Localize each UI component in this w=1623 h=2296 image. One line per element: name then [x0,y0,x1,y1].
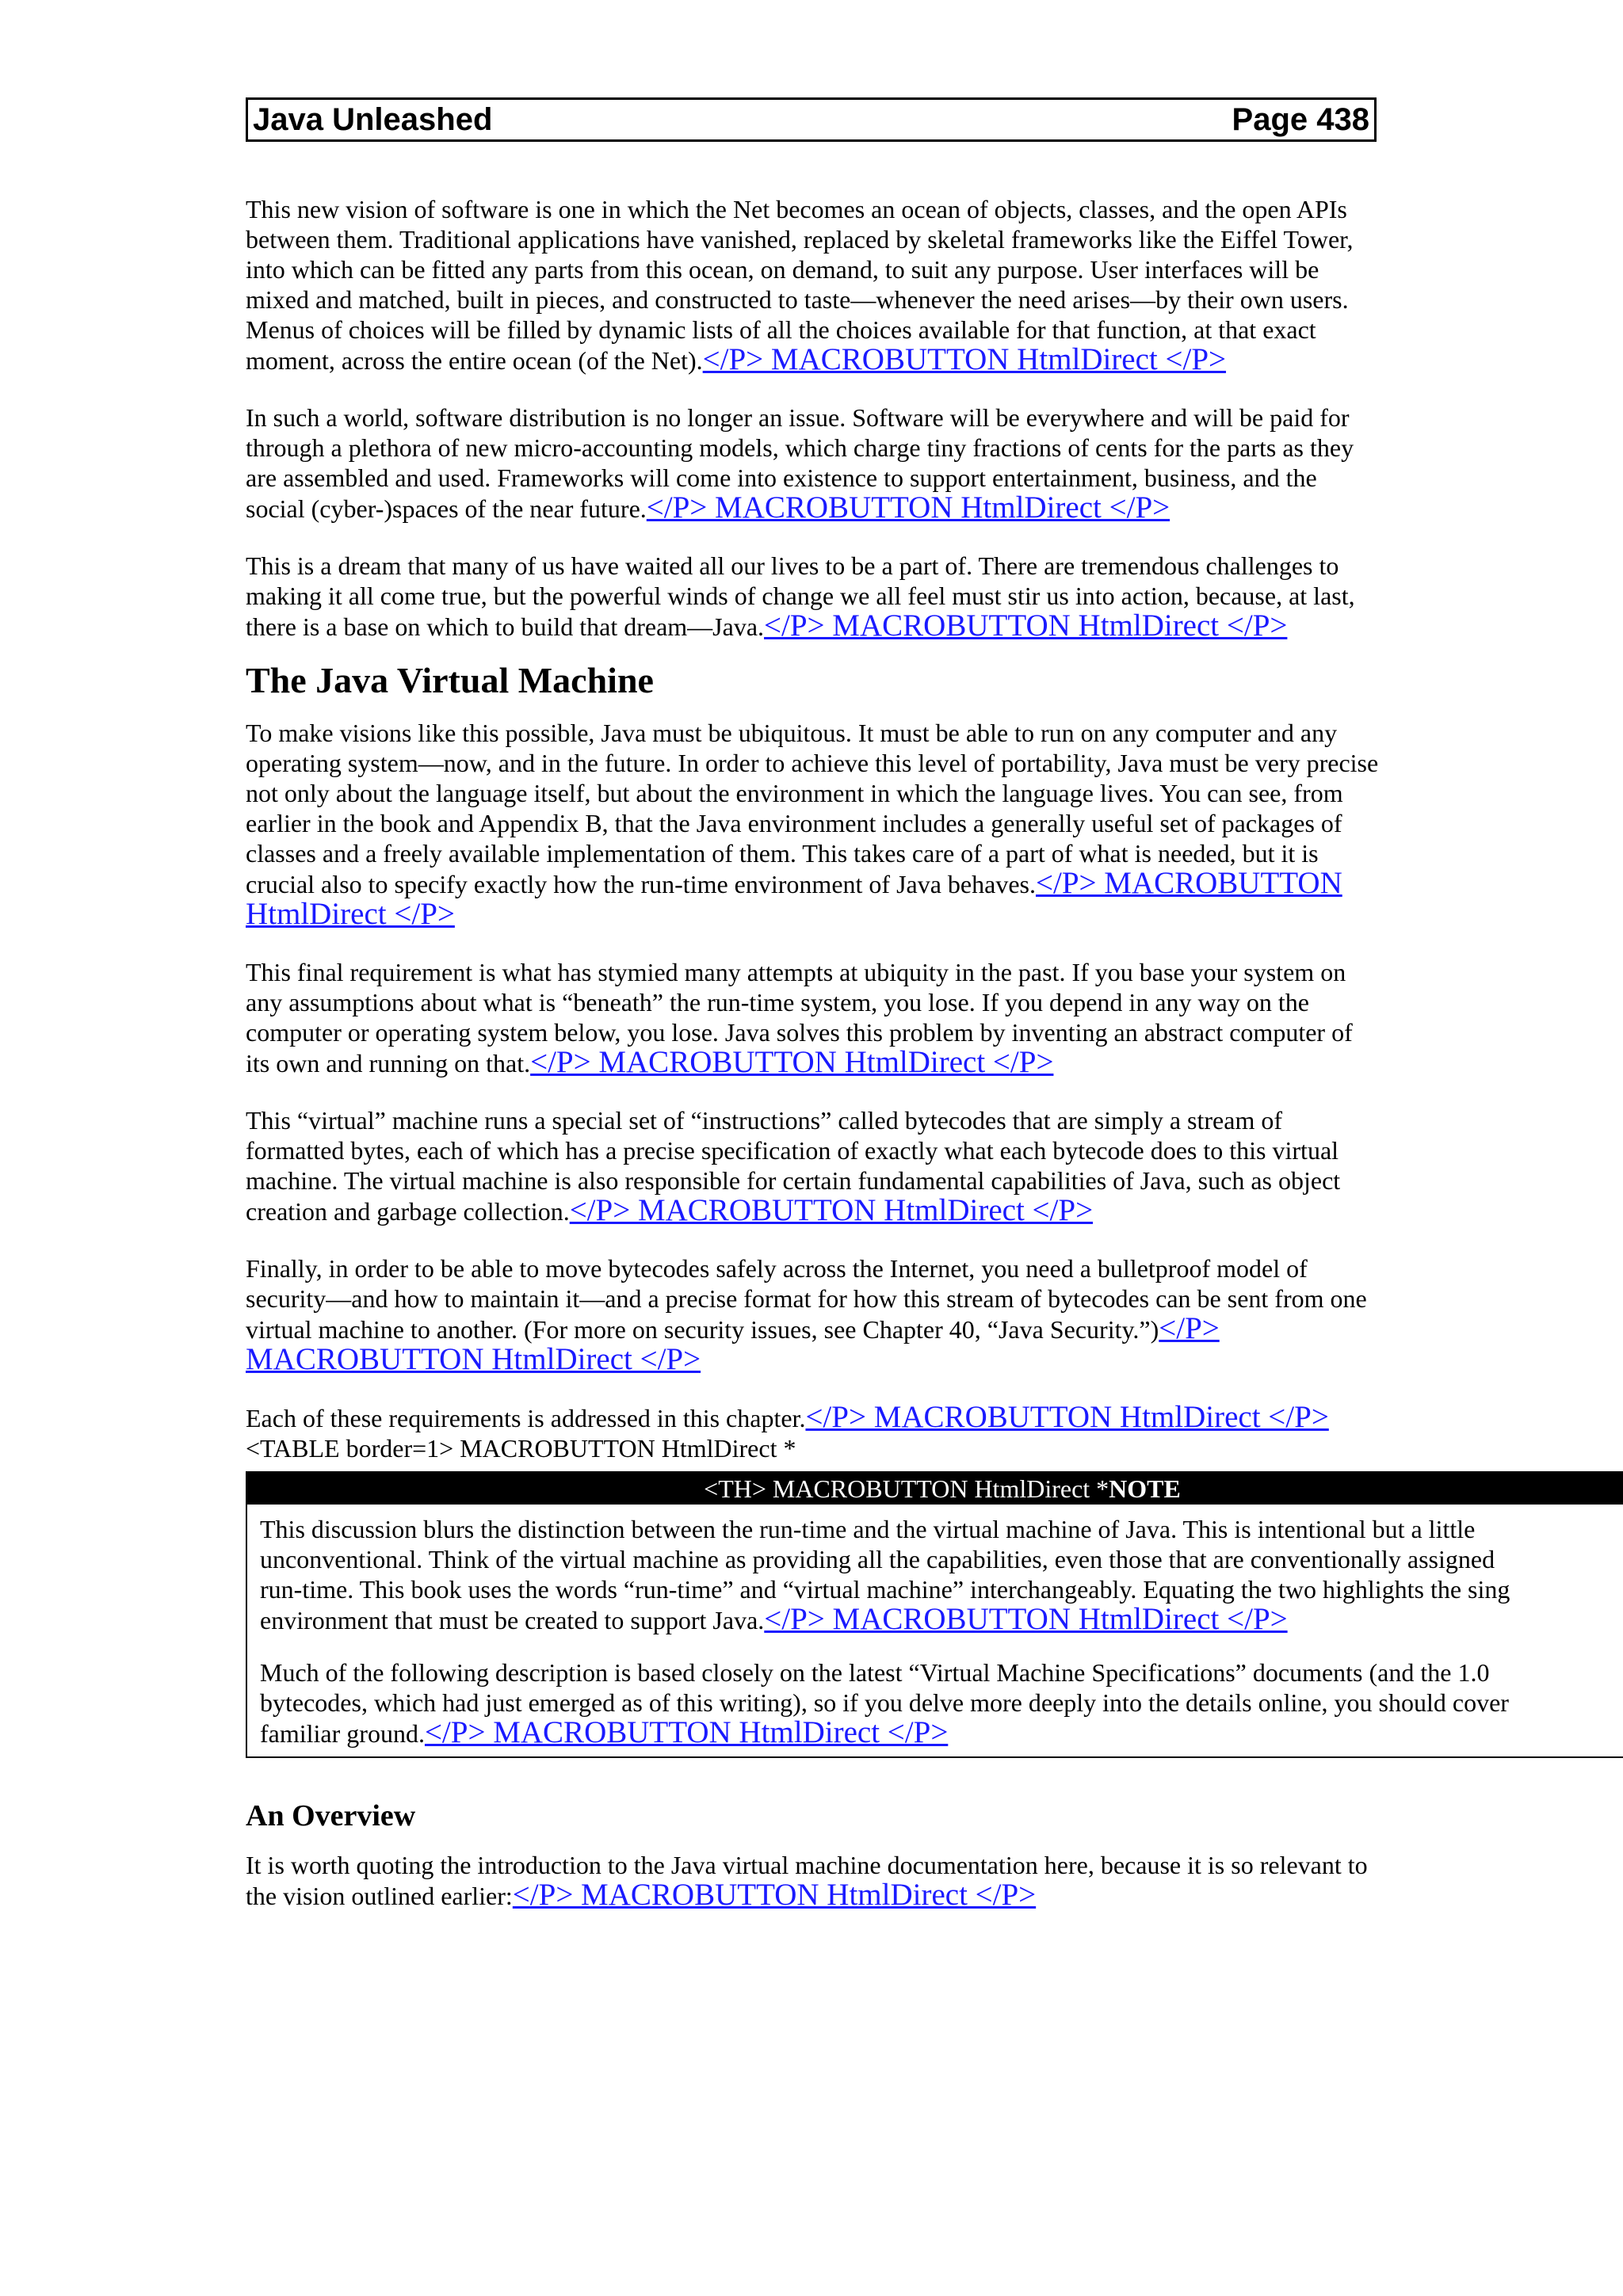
page-header [246,97,1377,142]
note-label: NOTE [1109,1474,1181,1503]
note-box [246,1471,1623,1758]
macrobutton-link[interactable]: </P> MACROBUTTON HtmlDirect </P> [512,1878,1037,1912]
book-title: Java Unleashed [253,102,493,137]
paragraph: Finally, in order to be able to move bytecodes safely across the Internet, you need a bulletproof model of security—and how to maintain it—and a precise format for how this stream of bytecodes can be sent from one virtual machine to another. (For more on security issues, see Chapter 40, “Java Security.”)</P> MACROBUTTON HtmlDirect </P> [246,1254,1367,1376]
paragraph: This new vision of software is one in which the Net becomes an ocean of objects, classes, and the open APIs between them. Traditional applications have vanished, replaced by skeletal frameworks like the Eiffel Tower, into which can be fitted any parts from this ocean, on demand, to suit any purpose. User interfaces will be mixed and matched, built in pieces, and constructed to taste—whenever the need arises—by their own users. Menus of choices will be filled by dynamic lists of all the choices available for that function, at that exact moment, across the entire ocean (of the Net).</P> MACROBUTTON HtmlDirect </P> [246,195,1354,376]
paragraph: This final requirement is what has stymied many attempts at ubiquity in the past. If you base your system on any assumptions about what is “beneath” the run-time system, you lose. If you depend in any way on the computer or operating system below, you lose. Java solves this problem by inventing an abstract computer of its own and running on that.</P> MACROBUTTON HtmlDirect </P> [246,958,1353,1079]
macrobutton-link[interactable]: </P> MACROBUTTON HtmlDirect </P> [246,1311,1220,1376]
macrobutton-link[interactable]: </P> MACROBUTTON HtmlDirect </P> [246,866,1342,931]
macrobutton-link[interactable]: </P> MACROBUTTON HtmlDirect </P> [424,1715,949,1749]
note-header: <TH> MACROBUTTON HtmlDirect *NOTE [246,1472,1623,1505]
note-paragraph: This discussion blurs the distinction between the run-time and the virtual machine of Java. This is intentional but a little unconventional. Think of the virtual machine as providing all the capabilities, even those that are conventionally assigned run-time. This book uses the words “run-time” and “virtual machine” interchangeably. Equating the two highlights the sing environment that must be created to support Java.</P> MACROBUTTON HtmlDirect </P> [260,1515,1510,1636]
note-table [246,1471,1623,1758]
paragraph: This “virtual” machine runs a special set of “instructions” called bytecodes that are simply a stream of formatted bytes, each of which has a precise specification of exactly what each bytecode does to this virtual machine. The virtual machine is also responsible for certain fundamental capabilities of Java, such as object creation and garbage collection.</P> MACROBUTTON HtmlDirect </P> [246,1106,1341,1227]
paragraph: This is a dream that many of us have waited all our lives to be a part of. There are tremendous challenges to making it all come true, but the powerful winds of change we all feel must stir us into action, because, at last, there is a base on which to build that dream—Java.</P> MACROBUTTON HtmlDirect </P> [246,551,1355,643]
note-paragraph: Much of the following description is based closely on the latest “Virtual Machine Specifications” documents (and the 1.0 bytecodes, which had just emerged as of this writing), so if you delve more deeply into the details online, you should cover familiar ground.</P> MACROBUTTON HtmlDirect </P> [260,1658,1509,1749]
paragraph: To make visions like this possible, Java must be ubiquitous. It must be able to run on any computer and any operating system—now, and in the future. In order to achieve this level of portability, Java must be very precise not only about the language itself, but about the environment in which the language lives. You can see, from earlier in the book and Appendix B, that the Java environment includes a generally useful set of packages of classes and a freely available implementation of them. This takes care of a part of what is needed, but it is crucial also to specify exactly how the run-time environment of Java behaves.</P> MACROBUTTON HtmlDirect </P> [246,719,1379,931]
table-marker: <TABLE border=1> MACROBUTTON HtmlDirect * [246,1434,796,1463]
macrobutton-link[interactable]: </P> MACROBUTTON HtmlDirect </P> [764,1602,1288,1636]
macrobutton-link[interactable]: </P> MACROBUTTON HtmlDirect </P> [646,490,1170,524]
section-heading: The Java Virtual Machine [246,660,654,700]
subsection-heading: An Overview [246,1799,416,1833]
paragraph: Each of these requirements is addressed in this chapter.</P> MACROBUTTON HtmlDirect </P> <TABLE border=1> MACROBUTTON HtmlDirect * [246,1400,1329,1463]
macrobutton-link[interactable]: </P> MACROBUTTON HtmlDirect </P> [530,1045,1054,1079]
macrobutton-link[interactable]: </P> MACROBUTTON HtmlDirect </P> [702,342,1227,376]
paragraph: In such a world, software distribution is no longer an issue. Software will be everywhere and will be paid for through a plethora of new micro-accounting models, which charge tiny fractions of cents for the parts as they are assembled and used. Frameworks will come into existence to support entertainment, business, and the social (cyber-)spaces of the near future.</P> MACROBUTTON HtmlDirect </P> [246,403,1354,524]
macrobutton-link[interactable]: </P> MACROBUTTON HtmlDirect </P> [805,1400,1329,1434]
macrobutton-link[interactable]: </P> MACROBUTTON HtmlDirect </P> [764,608,1288,643]
page-number: Page 438 [1232,102,1369,137]
paragraph: It is worth quoting the introduction to the Java virtual machine documentation here, because it is so relevant to the vision outlined earlier:</P> MACROBUTTON HtmlDirect </P> [246,1851,1368,1912]
note-body [246,1505,1623,1757]
document-body [246,194,1510,1938]
macrobutton-link[interactable]: </P> MACROBUTTON HtmlDirect </P> [569,1193,1094,1227]
